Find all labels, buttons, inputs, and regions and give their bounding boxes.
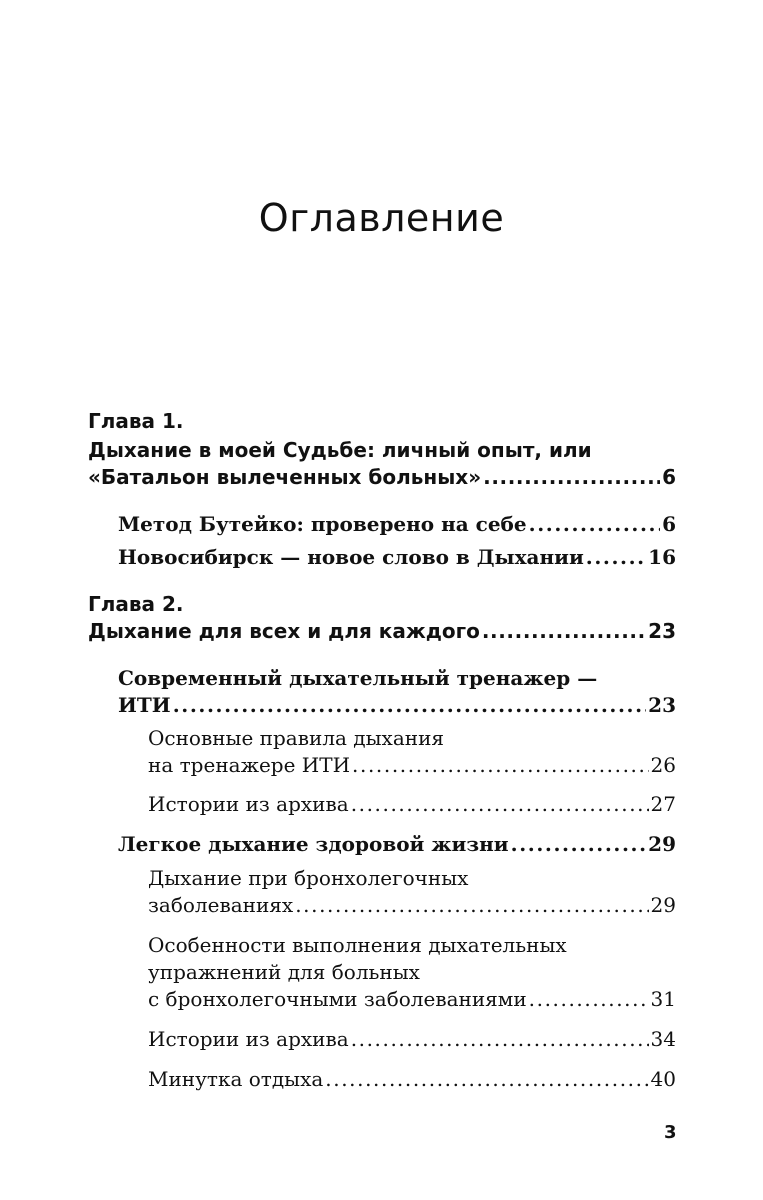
dot-leader	[529, 986, 649, 1013]
chapter-1-title[interactable]	[88, 437, 676, 491]
dot-leader	[483, 464, 660, 491]
toc-entry-title-line2: на тренажере ИТИ	[148, 753, 351, 777]
toc-entry-title-line1: Современный дыхательный тренажер —	[118, 666, 598, 690]
toc-entry-title-line1: Особенности выполнения дыхательных	[148, 933, 567, 957]
toc-entry-page: 40	[650, 1067, 676, 1091]
dot-leader	[511, 831, 647, 858]
toc-entry-title-line2: заболеваниях	[148, 893, 294, 917]
toc-entry-title-line2: ИТИ	[118, 693, 171, 717]
toc-entry-page: 27	[650, 792, 676, 816]
toc-entry-page: 16	[648, 545, 676, 569]
toc-entry-title-line3: с бронхолегочными заболеваниями	[148, 987, 527, 1011]
page-title: Оглавление	[258, 196, 505, 240]
toc-entry-title-line1: Дыхание при бронхолегочных	[148, 866, 469, 890]
toc-entry-title: Истории из архива	[148, 1027, 349, 1051]
toc-entry-legkoe-dyhanie[interactable]	[118, 831, 676, 858]
toc-entry-page: 23	[648, 693, 676, 717]
toc-entry-title: Легкое дыхание здоровой жизни	[118, 832, 509, 856]
toc-entry-title: Минутка отдыха	[148, 1067, 324, 1091]
chapter-1-title-line1: Дыхание в моей Судьбе: личный опыт, или	[88, 438, 592, 462]
toc-entry-page: 31	[650, 987, 676, 1011]
dot-leader	[295, 892, 648, 919]
toc-entry-trenazher[interactable]	[118, 665, 676, 719]
toc-entry-title: Метод Бутейко: проверено на себе	[118, 512, 527, 536]
dot-leader	[351, 791, 649, 818]
toc-entry-title: Новосибирск — новое слово в Дыхании	[118, 545, 584, 569]
toc-entry-page: 29	[650, 893, 676, 917]
toc-entry-istorii-2[interactable]	[148, 1026, 676, 1053]
toc-entry-page: 26	[650, 753, 676, 777]
dot-leader	[586, 544, 646, 571]
toc-entry-istorii-1[interactable]	[148, 791, 676, 818]
toc-entry-minutka[interactable]	[148, 1066, 676, 1093]
dot-leader	[325, 1066, 648, 1093]
chapter-2-title-text: Дыхание для всех и для каждого	[88, 619, 480, 643]
dot-leader	[173, 692, 646, 719]
toc-entry-novosibirsk[interactable]	[118, 544, 676, 571]
chapter-1-title-line2: «Батальон вылеченных больных»	[88, 465, 482, 489]
dot-leader	[351, 1026, 649, 1053]
toc-entry-title-line2: упражнений для больных	[148, 960, 420, 984]
dot-leader	[482, 618, 646, 645]
toc-entry-pravila[interactable]	[148, 725, 676, 779]
toc-entry-title-line1: Основные правила дыхания	[148, 726, 445, 750]
page-number: 3	[664, 1122, 677, 1143]
toc-entry-bronho[interactable]	[148, 865, 676, 919]
chapter-2-title[interactable]	[88, 618, 676, 645]
dot-leader	[352, 752, 649, 779]
toc-entry-page: 29	[648, 832, 676, 856]
toc-entry-page: 6	[662, 512, 676, 536]
toc-entry-osobennosti[interactable]	[148, 932, 676, 1013]
chapter-1-label: Глава 1.	[88, 409, 184, 433]
chapter-2-label: Глава 2.	[88, 592, 184, 616]
dot-leader	[529, 511, 660, 538]
chapter-1-page: 6	[662, 465, 676, 489]
toc-entry-butejko[interactable]	[118, 511, 676, 538]
toc-entry-title: Истории из архива	[148, 792, 349, 816]
chapter-2-page: 23	[648, 619, 676, 643]
toc-entry-page: 34	[650, 1027, 676, 1051]
